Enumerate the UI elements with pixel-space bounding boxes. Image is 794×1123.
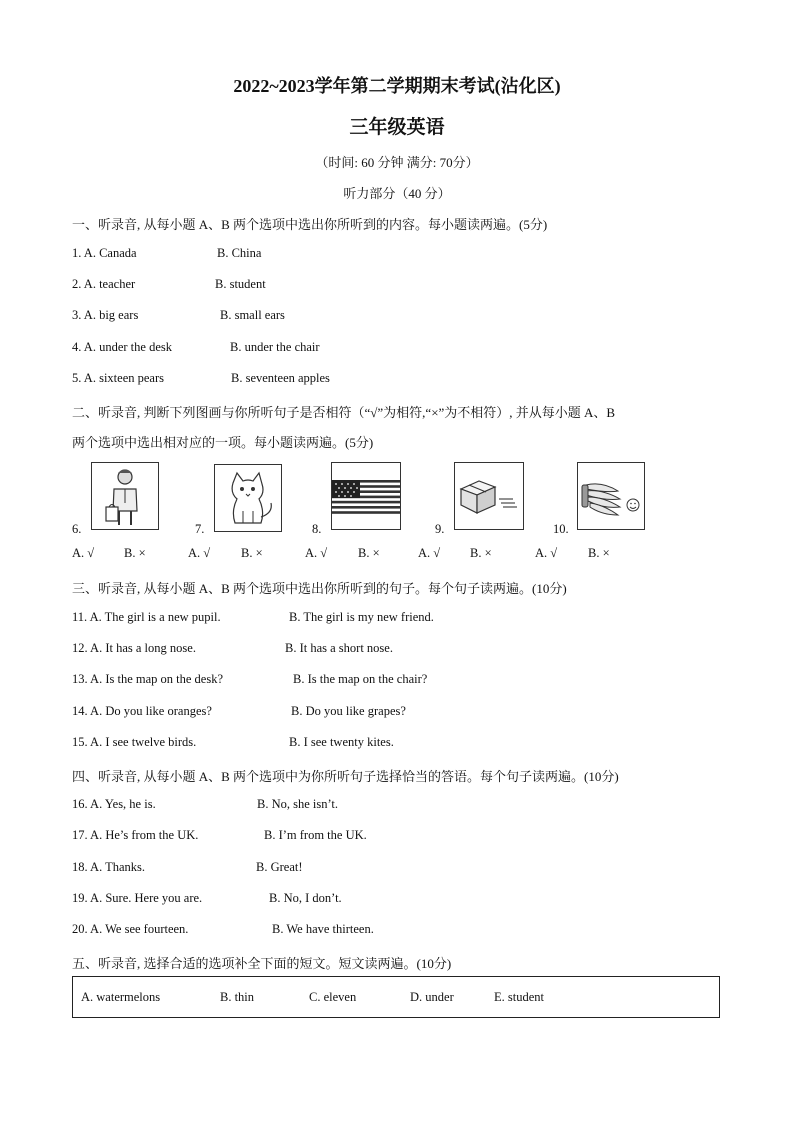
q9-number: 9. [435,522,445,536]
exam-title: 2022~2023学年第二学期期末考试(沾化区) [233,76,561,96]
us-flag-icon [331,462,401,530]
q19-option-b: B. No, I don’t. [269,891,342,905]
q4-option-b: B. under the chair [230,340,320,354]
subject-title: 三年级英语 [349,117,445,138]
word-option-e: E. student [494,990,544,1004]
word-option-d: D. under [410,990,454,1004]
cat-icon [214,464,282,532]
q14-option-a: 14. A. Do you like oranges? [72,704,212,718]
q3-option-b: B. small ears [220,308,285,322]
q10-number: 10. [553,522,569,536]
q1-option-a: 1. A. Canada [72,246,137,260]
q1-option-b: B. China [217,246,262,260]
q8-number: 8. [312,522,322,536]
word-option-c: C. eleven [309,990,357,1004]
q6-option-b: B. × [124,546,146,560]
q18-option-b: B. Great! [256,860,303,874]
section4-instruction: 四、听录音, 从每小题 A、B 两个选项中为你所听句子选择恰当的答语。每个句子读两遍。(10分) [72,769,619,784]
q11-option-a: 11. A. The girl is a new pupil. [72,610,221,624]
q11-option-b: B. The girl is my new friend. [289,610,434,624]
q5-option-a: 5. A. sixteen pears [72,371,164,385]
section5-instruction: 五、听录音, 选择合适的选项补全下面的短文。短文读两遍。(10分) [72,956,452,971]
q6-number: 6. [72,522,82,536]
q13-option-b: B. Is the map on the chair? [293,672,428,686]
man-with-bag-icon [91,462,159,530]
q14-option-b: B. Do you like grapes? [291,704,406,718]
q7-number: 7. [195,522,205,536]
section3-instruction: 三、听录音, 从每小题 A、B 两个选项中选出你所听到的句子。每个句子读两遍。(10分) [72,581,567,596]
q15-option-a: 15. A. I see twelve birds. [72,735,197,749]
q13-option-a: 13. A. Is the map on the desk? [72,672,224,686]
section2-instruction-line2: 两个选项中选出相对应的一项。每小题读两遍。(5分) [72,435,374,450]
section1-instruction: 一、听录音, 从每小题 A、B 两个选项中选出你所听到的内容。每小题读两遍。(5分) [72,217,548,232]
word-option-b: B. thin [220,990,255,1004]
bananas-icon [577,462,645,530]
word-bank-box [72,976,720,1018]
section2-instruction-line1: 二、听录音, 判断下列图画与你所听句子是否相符（“√”为相符,“×”为不相符）, 并从每小题 A、B [72,405,616,420]
q18-option-a: 18. A. Thanks. [72,860,146,874]
q2-option-b: B. student [215,277,266,291]
q20-option-a: 20. A. We see fourteen. [72,922,189,936]
q17-option-b: B. I’m from the UK. [264,828,367,842]
q5-option-b: B. seventeen apples [231,371,330,385]
q16-option-b: B. No, she isn’t. [257,797,339,811]
q4-option-a: 4. A. under the desk [72,340,172,354]
q16-option-a: 16. A. Yes, he is. [72,797,156,811]
q12-option-a: 12. A. It has a long nose. [72,641,196,655]
word-option-a: A. watermelons [81,990,161,1004]
q6-option-a: A. √ [72,546,95,560]
q12-option-b: B. It has a short nose. [285,641,393,655]
q9-option-a: A. √ [418,546,441,560]
q17-option-a: 17. A. He’s from the UK. [72,828,199,842]
q15-option-b: B. I see twenty kites. [289,735,394,749]
q2-option-a: 2. A. teacher [72,277,136,291]
q7-option-a: A. √ [188,546,211,560]
q7-option-b: B. × [241,546,263,560]
q8-option-b: B. × [358,546,380,560]
listening-part-heading: 听力部分（40 分） [343,186,451,201]
q10-option-b: B. × [588,546,610,560]
box-icon [454,462,524,530]
q3-option-a: 3. A. big ears [72,308,139,322]
q8-option-a: A. √ [305,546,328,560]
q10-option-a: A. √ [535,546,558,560]
q19-option-a: 19. A. Sure. Here you are. [72,891,203,905]
exam-info: （时间: 60 分钟 满分: 70分） [315,155,479,170]
q20-option-b: B. We have thirteen. [272,922,374,936]
q9-option-b: B. × [470,546,492,560]
